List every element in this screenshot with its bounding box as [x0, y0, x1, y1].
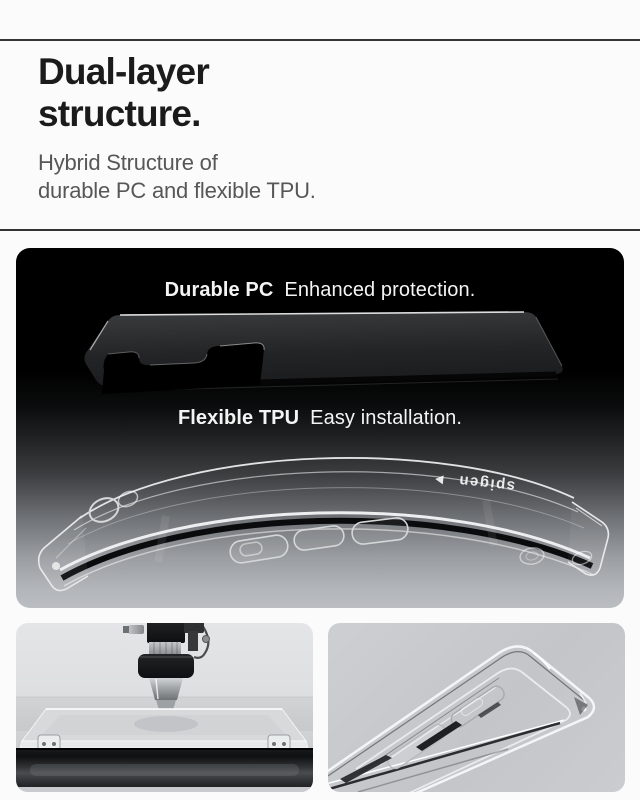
tpu-case-bottom-rim [60, 513, 594, 586]
top-divider-line [0, 39, 640, 41]
flexible-tpu-description: Easy installation. [310, 407, 463, 429]
title-line-1: Dual-layer [38, 51, 209, 92]
case-corner-slots [385, 684, 507, 772]
case-corner-illustration [328, 623, 624, 792]
tpu-case-illustration [16, 438, 624, 606]
section-divider-line [0, 229, 640, 231]
case-corner-highlights [534, 653, 588, 715]
page-title [38, 51, 316, 135]
cnc-machine-photo [16, 623, 313, 792]
durable-pc-label: Durable PC [164, 279, 274, 301]
spigen-logo-text: spigen [457, 471, 516, 495]
hero-panel [16, 248, 624, 608]
pc-plate-illustration [46, 304, 586, 400]
cnc-clear-plate [20, 709, 308, 753]
durable-pc-caption [16, 279, 624, 302]
spigen-arrow-icon [435, 475, 444, 485]
case-corner-photo [328, 623, 625, 792]
bottom-photo-row [16, 623, 624, 792]
title-line-2: structure. [38, 93, 201, 134]
flexible-tpu-label: Flexible TPU [177, 407, 300, 429]
flexible-tpu-caption [16, 407, 624, 430]
subtitle-line-1: Hybrid Structure of [38, 150, 218, 175]
tpu-case-right-end [568, 502, 608, 575]
page-subtitle [38, 149, 316, 205]
subtitle-line-2: durable PC and flexible TPU. [38, 178, 316, 203]
header-section [38, 51, 316, 205]
durable-pc-description: Enhanced protection. [284, 279, 476, 301]
spigen-logo [435, 470, 516, 495]
tpu-case-camera-end [39, 488, 140, 590]
cnc-base [16, 749, 313, 792]
cnc-machine-illustration [16, 623, 313, 792]
